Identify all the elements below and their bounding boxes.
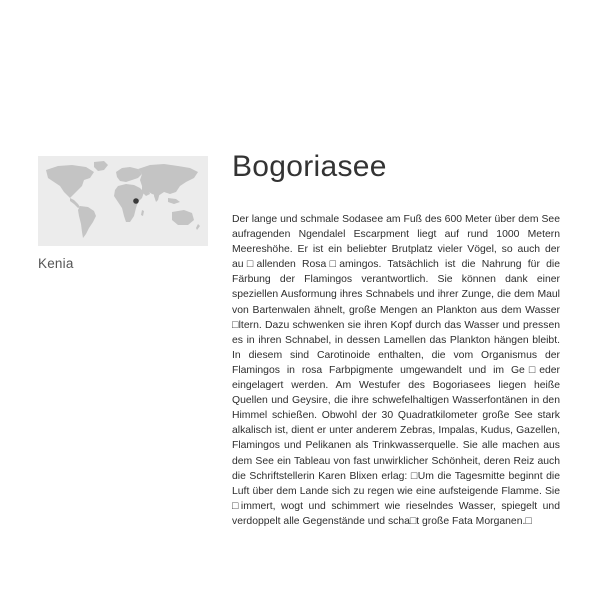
world-map-graphic	[38, 156, 208, 246]
page-title: Bogoriasee	[232, 150, 387, 183]
article-body: Der lange und schmale Sodasee am Fuß des 600 Meter über dem See aufragenden Ngendalel Escarpment liegt auf rund 1000 Metern Meereshöhe. Er ist ein beliebter Brutplatz vieler Vögel, so auch der au□allenden Rosa□amingos. Tatsächlich ist die Nahrung für die Färbung der Flamingos verantwortlich. Sie können dank einer speziellen Ausformung ihres Schnabels und ihrer Zunge, die dem Maul von Bartenwalen ähnelt, große Mengen an Plankton aus dem Wasser □ltern. Dazu schwenken sie ihren Kopf durch das Wasser und pressen es in ihren Schnabel, in dessen Lamellen das Plankton hängen bleibt. In diesem sind Carotinoide enthalten, die vom Organismus der Flamingos in rosa Farbpigmente umgewandelt und im Ge□eder eingelagert werden. Am Westufer des Bogoriasees liegen heiße Quellen und Geysire, die ihre schwefelhaltigen Wasserfontänen in den Himmel schießen. Obwohl der 30 Quadratkilometer große See stark alkalisch ist, dient er unter anderem Zebras, Impalas, Kudus, Gazellen, Flamingos und Pelikanen als Trinkwasserquelle. Sie alle machen aus dem See ein Tableau von fast unwirklicher Schönheit, deren Reiz auch die Schriftstellerin Karen Blixen erlag: □Um die Tagesmitte beginnt die Luft über dem Lande sich zu regen wie eine aufsteigende Flamme. Sie □immert, wogt und schimmert wie rieselndes Wasser, spiegelt und verdoppelt alle Gegenstände und scha□t große Fata Morganen.□	[232, 214, 560, 527]
location-marker	[133, 198, 139, 204]
world-map	[38, 156, 208, 246]
region-label: Kenia	[38, 256, 74, 271]
